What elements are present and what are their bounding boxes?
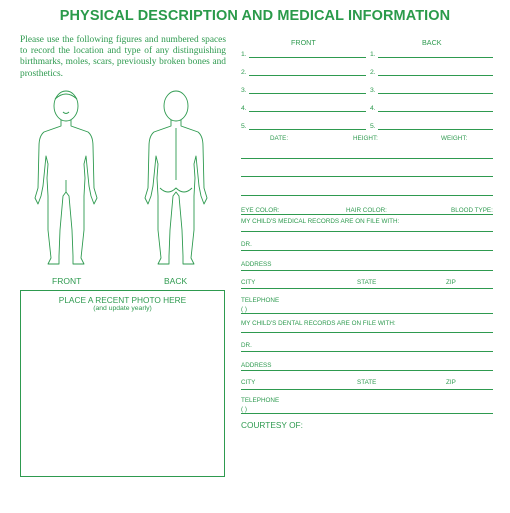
medical-city-label: CITY — [241, 279, 256, 286]
dental-records-heading: MY CHILD'S DENTAL RECORDS ARE ON FILE WITH: — [241, 320, 396, 327]
back-figure-label: BACK — [164, 276, 188, 286]
medical-dr-line[interactable] — [241, 250, 493, 251]
back-body-figure — [145, 91, 207, 264]
instructions-text: Please use the following figures and numbered spaces to record the location and type of any distinguishing birthmarks, moles, scars, previously broken bones and prosthetics. — [20, 35, 226, 79]
dental-address-label: ADDRESS — [241, 362, 272, 369]
front-mark-number: 5. — [241, 123, 247, 130]
front-mark-line[interactable] — [249, 111, 366, 112]
front-figure-label: FRONT — [52, 276, 82, 286]
front-mark-line[interactable] — [249, 93, 366, 94]
medical-city-line[interactable] — [241, 288, 493, 289]
marks-back-header: BACK — [422, 38, 442, 47]
back-mark-number: 4. — [370, 105, 376, 112]
dental-address-line[interactable] — [241, 370, 493, 371]
dental-area-code: ( ) — [241, 406, 247, 413]
front-mark-line[interactable] — [249, 75, 366, 76]
measurement-row-line[interactable] — [241, 195, 493, 196]
front-body-figure — [35, 91, 97, 264]
date-label: DATE: — [270, 135, 289, 142]
back-mark-line[interactable] — [378, 129, 493, 130]
medical-zip-label: ZIP — [446, 279, 456, 286]
dental-telephone-line[interactable] — [241, 413, 493, 414]
medical-records-heading: MY CHILD'S MEDICAL RECORDS ARE ON FILE WITH: — [241, 218, 400, 225]
back-mark-number: 2. — [370, 69, 376, 76]
back-mark-line[interactable] — [378, 57, 493, 58]
dental-zip-label: ZIP — [446, 379, 456, 386]
courtesy-label: COURTESY OF: — [241, 420, 303, 430]
front-mark-line[interactable] — [249, 57, 366, 58]
photo-title: PLACE A RECENT PHOTO HERE — [58, 295, 187, 305]
weight-label: WEIGHT: — [441, 135, 468, 142]
medical-area-code: ( ) — [241, 306, 247, 313]
dental-line[interactable] — [241, 332, 493, 333]
medical-state-label: STATE — [357, 279, 377, 286]
dental-dr-label: DR. — [241, 342, 252, 349]
front-mark-number: 1. — [241, 51, 247, 58]
dental-telephone-label: TELEPHONE — [241, 397, 280, 404]
body-outline-figures — [26, 88, 216, 273]
measurement-row-line[interactable] — [241, 176, 493, 177]
back-mark-line[interactable] — [378, 93, 493, 94]
blood-type-label: BLOOD TYPE: — [451, 207, 493, 214]
front-mark-line[interactable] — [249, 129, 366, 130]
dental-city-line[interactable] — [241, 389, 493, 390]
photo-subtitle: (and update yearly) — [93, 305, 152, 312]
front-mark-number: 3. — [241, 87, 247, 94]
height-label: HEIGHT: — [353, 135, 378, 142]
measurement-row-line[interactable] — [241, 158, 493, 159]
medical-address-label: ADDRESS — [241, 261, 272, 268]
page-title: PHYSICAL DESCRIPTION AND MEDICAL INFORMATION — [59, 8, 451, 24]
dental-city-label: CITY — [241, 379, 256, 386]
back-mark-line[interactable] — [378, 111, 493, 112]
medical-telephone-line[interactable] — [241, 313, 493, 314]
medical-telephone-label: TELEPHONE — [241, 297, 280, 304]
back-mark-number: 1. — [370, 51, 376, 58]
photo-placeholder[interactable] — [20, 290, 225, 477]
medical-dr-label: DR. — [241, 241, 252, 248]
front-mark-number: 2. — [241, 69, 247, 76]
dental-state-label: STATE — [357, 379, 377, 386]
eye-color-label: EYE COLOR: — [241, 207, 280, 214]
marks-front-header: FRONT — [291, 38, 316, 47]
back-mark-number: 3. — [370, 87, 376, 94]
medical-line[interactable] — [241, 231, 493, 232]
dental-dr-line[interactable] — [241, 351, 493, 352]
back-mark-number: 5. — [370, 123, 376, 130]
front-mark-number: 4. — [241, 105, 247, 112]
colors-line[interactable] — [241, 214, 493, 215]
back-mark-line[interactable] — [378, 75, 493, 76]
medical-address-line[interactable] — [241, 270, 493, 271]
hair-color-label: HAIR COLOR: — [346, 207, 387, 214]
